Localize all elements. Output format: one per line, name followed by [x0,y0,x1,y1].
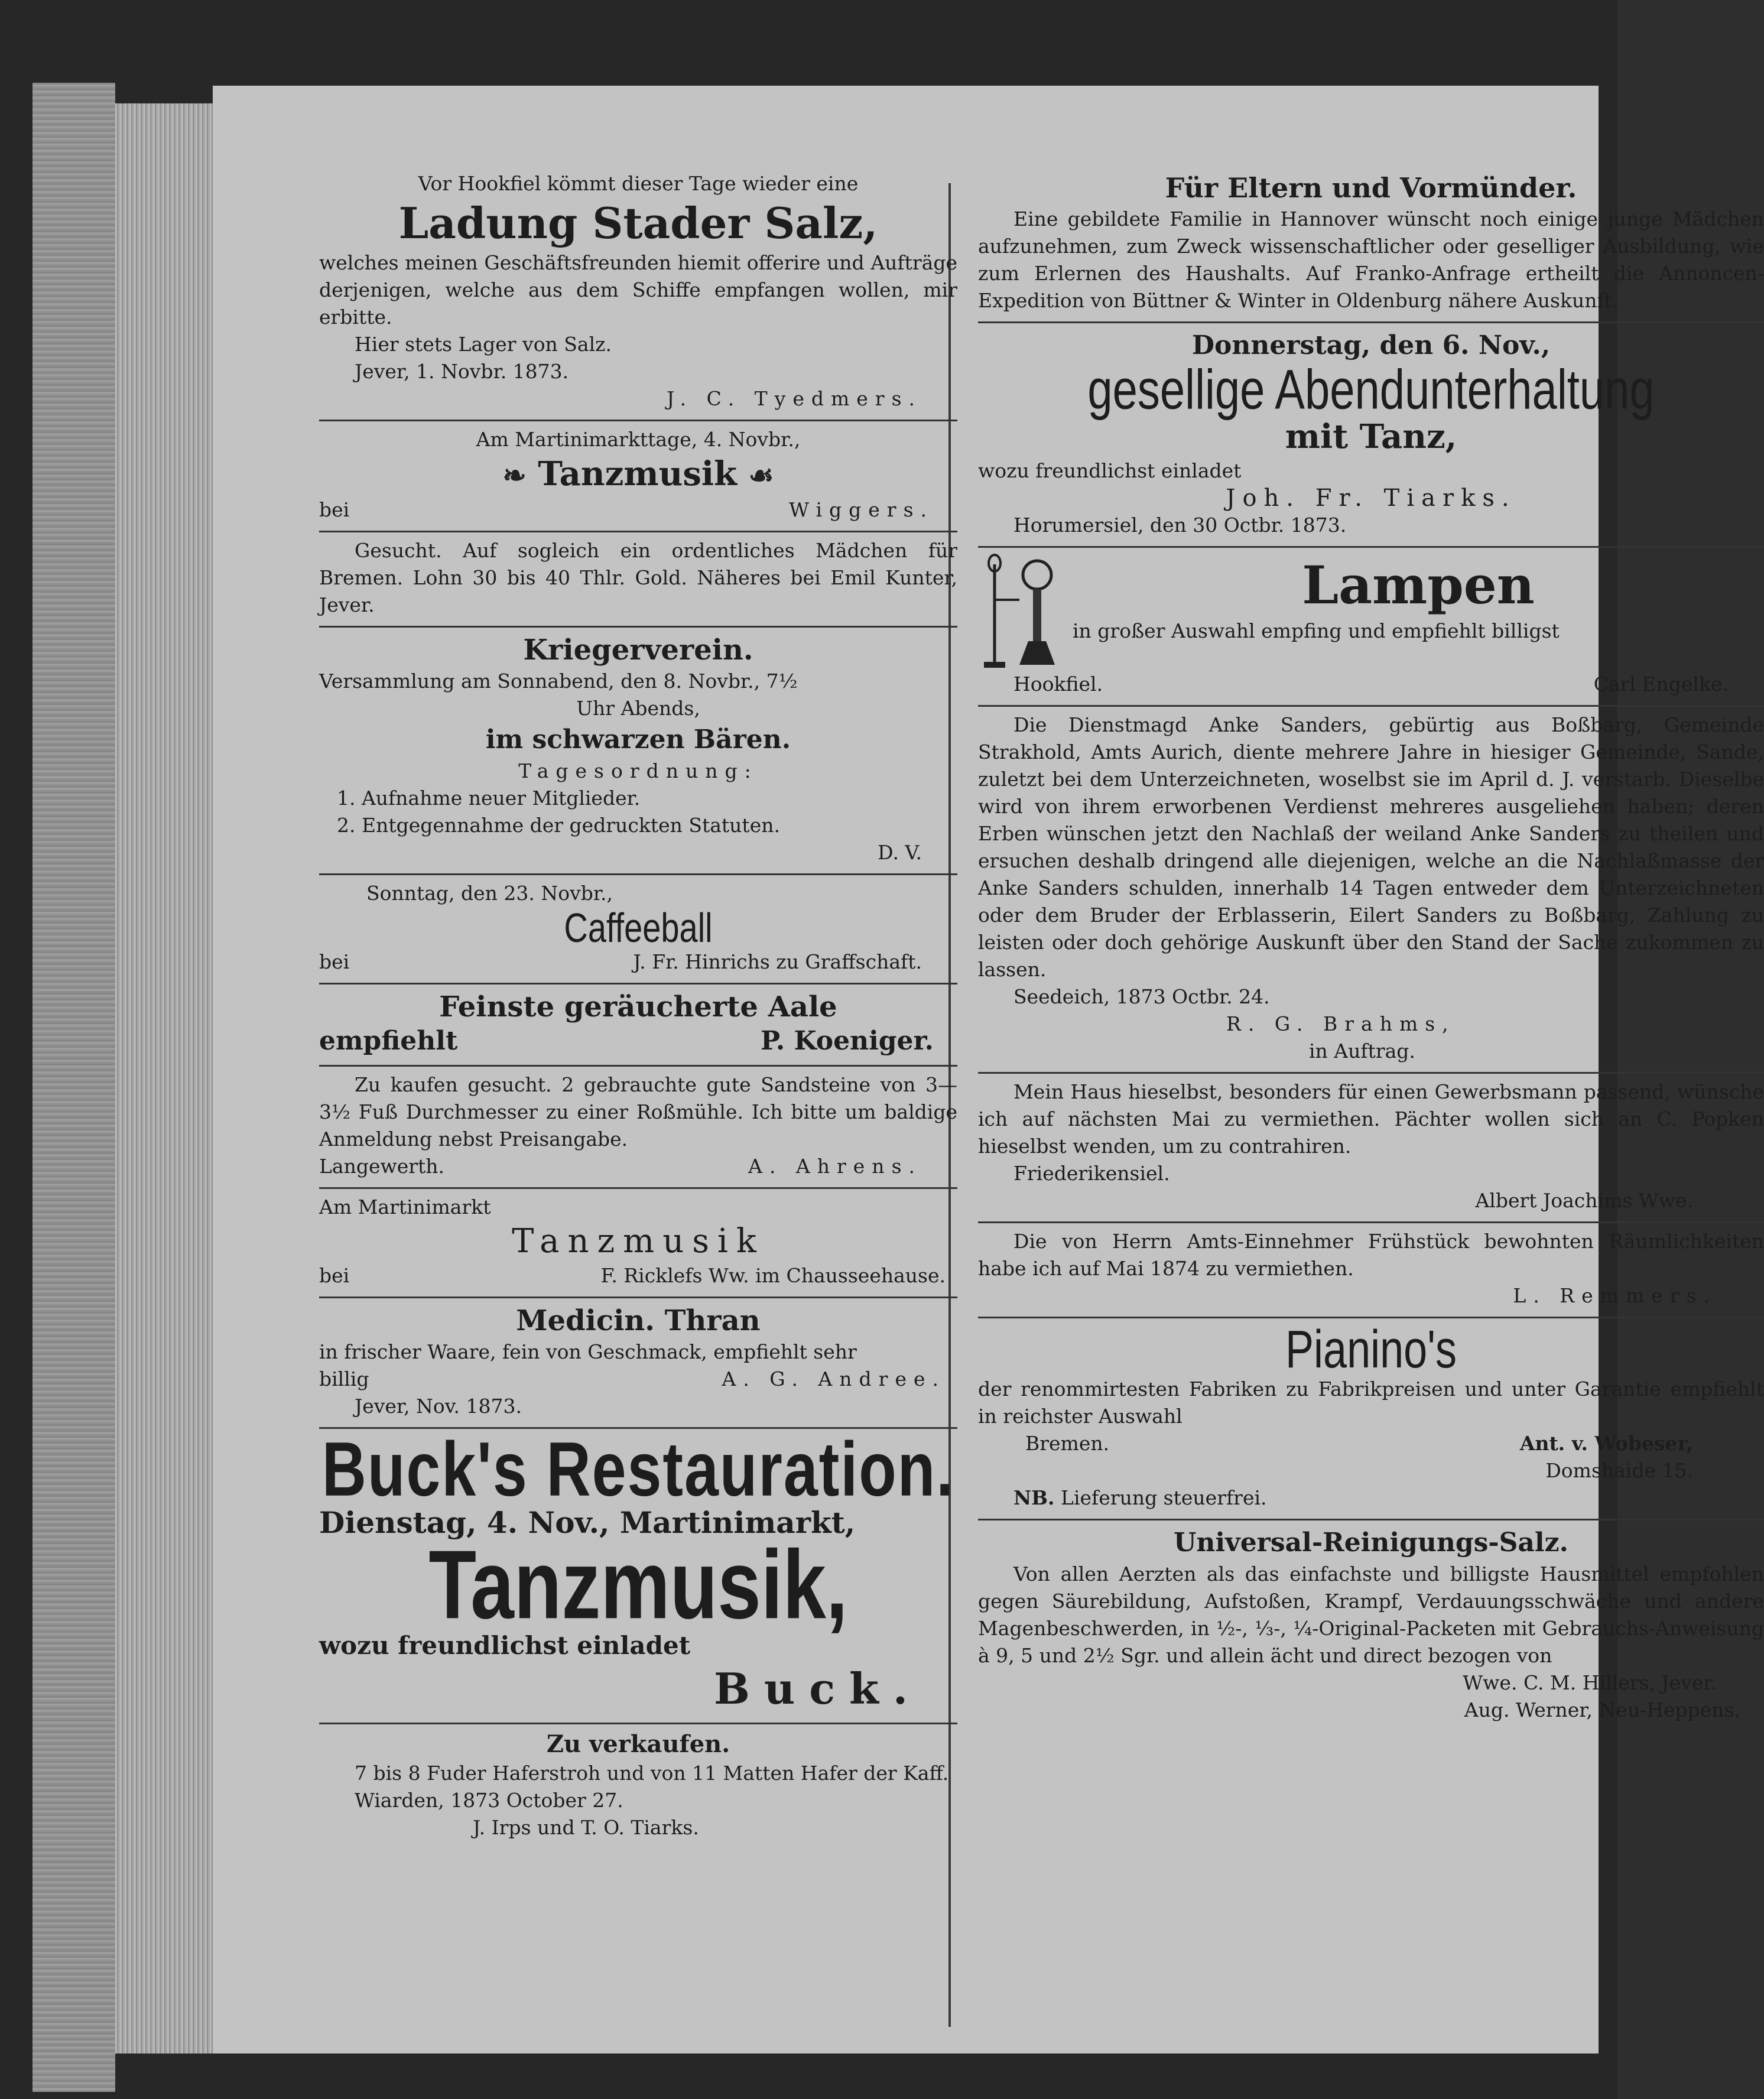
krieger-item1: 1. Aufnahme neuer Mitglieder. [337,787,641,810]
raeume-signature: L. Remmers. [1513,1284,1717,1307]
tanz2-bei: bei [319,1264,350,1287]
buck-big-text: Tanzmusik, [428,1530,848,1639]
aale-left: empfiehlt [319,1026,458,1056]
ad-raeumlichkeiten [978,1223,1764,1318]
aale-row [319,1025,957,1058]
buck-big [319,1530,957,1639]
abend-title-text: gesellige Abendunterhaltung [1087,358,1655,421]
ad-tanzmusik-ricklefs [319,1189,957,1298]
salz2-body: Von allen Aerzten als das einfachste und billigste Hausmittel empfohlen gegen Säurebildung, Aufstoßen, Krampf, Verdauungsschwäche und andere Magenbeschwerden, in ½-, ⅓-, ¼-Original-Packeten mit Gebrauchs-Anweisung à 9, 5 und 2½ Sgr. und allein ächt und direct bezogen von [978,1562,1764,1667]
haus-body: Mein Haus hieselbst, besonders für einen Gewerbsmann passend, wünsche ich auf nächsten Mai zu vermiethen. Pächter wollen sich an C. Popken hieselbst wenden, um zu contrahiren. [978,1080,1764,1158]
left-column [319,165,957,1848]
lampen-row [978,553,1764,671]
ornament-left-icon: ❧ [502,459,527,492]
lampen-right: Carl Engelke. [1593,672,1729,696]
buck-title-text: Buck's Restauration. [321,1427,955,1513]
ad-reinigungs-salz [978,1520,1764,1731]
tanz1-host-row [319,496,957,524]
ad-bucks-restauration [319,1429,957,1724]
tanz1-bei: bei [319,498,350,521]
ad-lampen [978,548,1764,707]
verkaufen-place: Wiarden, 1873 October 27. [355,1789,623,1812]
pianino-nb: Lieferung steuerfrei. [1061,1486,1267,1509]
eltern-body: Eine gebildete Familie in Hannover wünscht noch einige junge Mädchen aufzunehmen, zum Zweck wissenschaftlicher oder geselliger Ausbildung, wie zum Erlernen des Haushalts. Auf Franko-Anfrage ertheilt die Annoncen-Expedition von Büttner & Winter in Oldenburg nähere Auskunft. [978,207,1764,312]
kaufen-left: Langewerth. [319,1155,445,1178]
abend-title [978,358,1764,421]
abend-signature: Joh. Fr. Tiarks. [1226,485,1516,512]
tanz1-title: Tanzmusik [538,454,737,493]
ad-pianinos [978,1318,1764,1520]
buck-signature: Buck. [714,1663,922,1714]
salz2-title: Universal-Reinigungs-Salz. [1174,1528,1568,1558]
salz2-signature2: Aug. Werner, Neu-Heppens. [1464,1698,1740,1721]
krieger-line2: Uhr Abends, [576,697,700,720]
thran-place: Jever, Nov. 1873. [355,1395,522,1418]
pianino-left: Bremen. [1025,1432,1110,1455]
sanders-body: Die Dienstmagd Anke Sanders, gebürtig aus Boßbarg, Gemeinde Strakhold, Amts Aurich, diente mehrere Jahre in hiesiger Gemeinde, Sande, zuletzt bei dem Unterzeichneten, woselbst sie im April d. J. verstarb. Dieselbe wird von ihrem erworbenen Verdienst mehreres ausgeliehen haben; deren Erben wünschen jetzt den Nachlaß der weiland Anke Sanders zu theilen und ersuchen deshalb dringend alle diejenigen, welche an die Nachlaßmasse der Anke Sanders schulden, innerhalb 14 Tagen entweder dem Unterzeichneten oder dem Bruder der Erblasserin, Eilert Sanders zu Boßbarg, Zahlung zu leisten oder doch gehörige Auskunft über den Stand der Sache zukommen zu lassen. [978,713,1764,981]
raeume-body: Die von Herrn Amts-Einnehmer Frühstück bewohnten Räumlichkeiten habe ich auf Mai 1874 zu vermiethen. [978,1230,1764,1280]
tanz1-title-row [319,453,957,496]
krieger-item2: 2. Entgegennahme der gedruckten Statuten. [337,814,780,837]
tanz1-date: Am Martinimarkttage, 4. Novbr., [476,428,801,451]
lampen-text [1073,553,1764,645]
lampen-title: Lampen [1302,554,1535,616]
book-spine [33,83,115,2092]
buck-title [319,1427,957,1513]
pianino-nb-row [978,1484,1764,1512]
salz-body: welches meinen Geschäftsfreunden hiemit offerire und Aufträge derjenigen, welche aus dem Schiffe empfangen wollen, mir erbitte. [319,251,957,329]
tanz2-host: F. Ricklefs Ww. im Chausseehause. [600,1264,946,1287]
caffee-title [319,904,957,951]
verkaufen-title: Zu verkaufen. [546,1730,730,1758]
krieger-signature: D. V. [878,841,922,864]
sanders-signature: R. G. Brahms, [1226,1012,1456,1035]
caffee-host: J. Fr. Hinrichs zu Graffschaft. [633,950,922,973]
krieger-agenda: Tagesordnung: [518,759,758,782]
tanz2-date: Am Martinimarkt [319,1195,491,1219]
haus-signature: Albert Joachims Wwe. [1475,1189,1693,1212]
pianino-title [978,1320,1764,1379]
thran-left: billig [319,1367,369,1390]
eltern-title: Für Eltern und Vormünder. [1165,172,1577,204]
kaufen-row [319,1153,957,1180]
thran-body: in frischer Waare, fein von Geschmack, empfiehlt sehr [319,1340,857,1363]
abend-sub: mit Tanz, [1285,417,1457,456]
pianino-address: Domshaide 15. [1545,1459,1693,1482]
krieger-place: im schwarzen Bären. [485,724,791,755]
pianino-title-text: Pianino's [1285,1320,1457,1379]
thran-title: Medicin. Thran [516,1304,761,1337]
ad-anke-sanders [978,707,1764,1074]
ad-zu-kaufen [319,1067,957,1189]
salz-signature: J. C. Tyedmers. [666,387,922,410]
salz-place: Jever, 1. Novbr. 1873. [355,360,569,383]
pianino-row [978,1430,1764,1457]
haus-place: Friederikensiel. [1013,1162,1170,1185]
ad-kriegerverein [319,628,957,875]
lampen-row2 [978,671,1764,698]
thran-row [319,1366,957,1393]
verkaufen-signature: J. Irps und T. O. Tiarks. [473,1816,699,1839]
ad-stader-salz [319,165,957,421]
salz-title: Ladung Stader Salz, [398,198,878,248]
pianino-body: der renommirtesten Fabriken zu Fabrikpreisen und unter Garantie empfiehlt in reichster Auswahl [978,1377,1764,1428]
kaufen-right: A. Ahrens. [748,1155,922,1178]
page-edges [115,103,216,2053]
salz-line2: Hier stets Lager von Salz. [355,333,612,356]
pianino-right: Ant. v. Wobeser, [1519,1432,1693,1455]
ad-abendunterhaltung [978,323,1764,548]
lampen-body: in großer Auswahl empfing und empfiehlt billigst [1073,619,1560,642]
tanz2-title: Tanzmusik [512,1222,765,1260]
tanz1-host: Wiggers. [789,498,934,521]
caffee-date: Sonntag, den 23. Novbr., [366,882,613,905]
gesucht-body: Gesucht. Auf sogleich ein ordentliches Mädchen für Bremen. Lohn 30 bis 40 Thlr. Gold. Näheres bei Emil Kunter, Jever. [319,539,957,616]
pianino-nb-label: NB. [1013,1486,1055,1509]
ad-medicin-thran [319,1298,957,1429]
ad-aale [319,984,957,1067]
ad-haus [978,1074,1764,1223]
caffee-title-text: Caffeeball [564,904,713,951]
krieger-line1: Versammlung am Sonnabend, den 8. Novbr., 7½ [319,670,798,693]
ornament-right-icon: ☙ [748,459,774,492]
caffee-bei: bei [319,950,350,973]
buck-date: Dienstag, 4. Nov., Martinimarkt, [319,1505,856,1540]
right-column [978,165,1764,1731]
abend-place: Horumersiel, den 30 Octbr. 1873. [1013,514,1347,537]
sanders-signature2: in Auftrag. [1309,1039,1415,1063]
salz2-signature1: Wwe. C. M. Hillers, Jever. [1463,1671,1717,1694]
aale-title: Feinste geräucherte Aale [439,990,837,1023]
ad-eltern-vormuender [978,165,1764,323]
kaufen-body: Zu kaufen gesucht. 2 gebrauchte gute Sandsteine von 3—3½ Fuß Durchmesser zu einer Roßmühle. Ich bitte um baldige Anmeldung nebst Preisangabe. [319,1073,957,1151]
aale-right: P. Koeniger. [761,1026,934,1056]
ad-tanzmusik-wiggers [319,421,957,532]
verkaufen-body: 7 bis 8 Fuder Haferstroh und von 11 Matten Hafer der Kaff. [355,1762,949,1785]
lampen-left: Hookfiel. [1013,672,1103,696]
krieger-title: Kriegerverein. [523,633,753,667]
tanz2-host-row [319,1262,957,1289]
newspaper-page [213,86,1764,2053]
salz-intro: Vor Hookfiel kömmt dieser Tage wieder eine [418,172,859,195]
abend-invite: wozu freundlichst einladet [978,459,1242,482]
abend-date: Donnerstag, den 6. Nov., [1191,330,1551,360]
sanders-place: Seedeich, 1873 Octbr. 24. [1013,985,1270,1008]
ad-caffeeball [319,875,957,984]
ad-gesucht [319,532,957,628]
buck-invite: wozu freundlichst einladet [319,1631,691,1660]
thran-right: A. G. Andree. [722,1367,946,1390]
ad-zu-verkaufen [319,1724,957,1848]
lamp-icon [978,553,1073,671]
